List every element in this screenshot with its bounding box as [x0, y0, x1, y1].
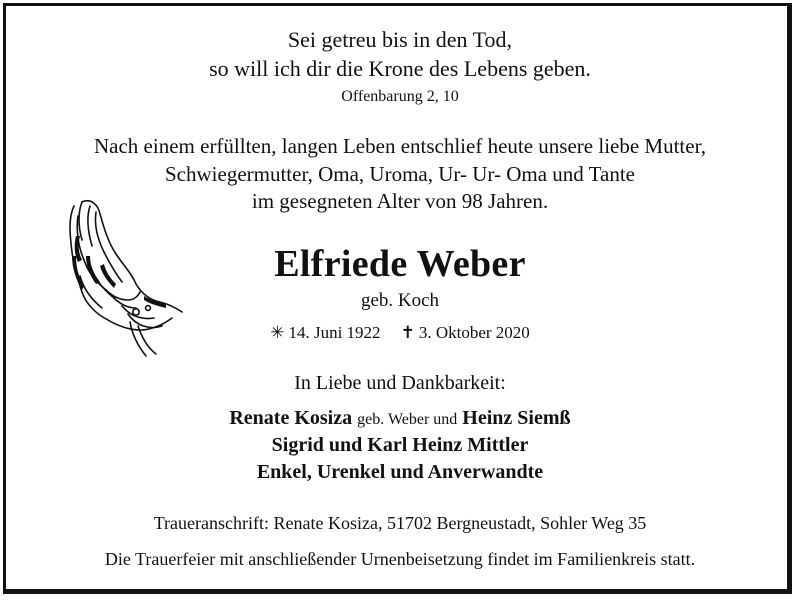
- mourners-line-3: Enkel, Urenkel und Anverwandte: [256, 461, 544, 483]
- deceased-name: Elfriede Weber: [274, 243, 526, 285]
- mourners-heading: In Liebe und Dankbarkeit:: [294, 372, 506, 394]
- death-cross-icon: ✝: [400, 323, 415, 342]
- mourner-renate-note: geb. Weber und: [357, 411, 458, 428]
- intro-line-1: Nach einem erfüllten, langen Leben entschlief heute unsere liebe Mutter,: [94, 134, 706, 158]
- verse-source: Offenbarung 2, 10: [341, 88, 459, 105]
- life-dates: [0, 323, 800, 343]
- verse-line-1: Sei getreu bis in den Tod,: [287, 27, 513, 52]
- mourners-line-2: Sigrid und Karl Heinz Mittler: [271, 434, 529, 456]
- birth-star-icon: ✳: [270, 323, 285, 342]
- mourner-renate: Renate Kosiza: [229, 407, 353, 429]
- mourning-address: Traueranschrift: Renate Kosiza, 51702 Bergneustadt, Sohler Weg 35: [153, 513, 647, 533]
- death-date: 3. Oktober 2020: [418, 323, 530, 342]
- verse-line-2: so will ich dir die Krone des Lebens geben.: [209, 56, 591, 81]
- mourner-heinz: Heinz Siemß: [462, 407, 571, 429]
- birth-name: geb. Koch: [360, 290, 440, 311]
- mourners-line-1: [0, 407, 800, 430]
- intro-line-3: im gesegneten Alter von 98 Jahren.: [251, 189, 549, 213]
- ceremony-note: Die Trauerfeier mit anschließender Urnenbeisetzung findet im Familienkreis statt.: [104, 549, 696, 569]
- intro-line-2: Schwiegermutter, Oma, Uroma, Ur- Ur- Oma und Tante: [165, 162, 635, 186]
- birth-date: 14. Juni 1922: [288, 323, 381, 342]
